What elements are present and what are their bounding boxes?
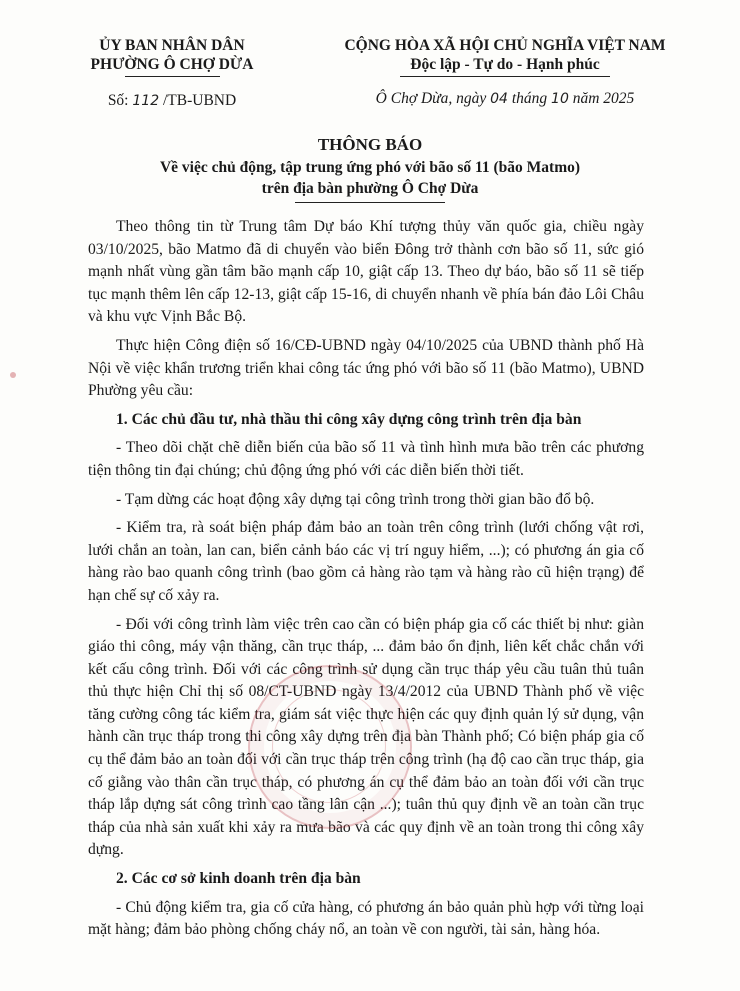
- motto-line: Độc lập - Tự do - Hạnh phúc: [410, 56, 600, 73]
- country-name: CỘNG HÒA XÃ HỘI CHỦ NGHĨA VIỆT NAM: [344, 37, 666, 54]
- date-suffix: năm 2025: [568, 90, 635, 107]
- margin-ink-mark: [10, 372, 16, 378]
- date-month: 10: [551, 91, 569, 107]
- document-number: [62, 92, 282, 110]
- doc-number-handwritten: 112: [132, 93, 160, 109]
- title-main: THÔNG BÁO: [317, 135, 423, 154]
- document-date: [300, 90, 710, 108]
- ward-name: PHƯỜNG Ô CHỢ DỪA: [90, 56, 254, 73]
- paragraph-suspend: - Tạm dừng các hoạt động xây dựng tại công trình trong thời gian bão đổ bộ.: [116, 490, 595, 508]
- date-prefix: Ô Chợ Dừa, ngày: [375, 90, 491, 107]
- doc-number-suffix: /TB-UBND: [162, 92, 237, 109]
- doc-number-prefix: Số:: [107, 92, 129, 109]
- authority-underline: [125, 76, 220, 77]
- authority-name: ỦY BAN NHÂN DÂN: [99, 37, 245, 54]
- document-title: [0, 133, 740, 203]
- section-heading-2: 2. Các cơ sở kinh doanh trên địa bàn: [116, 870, 361, 888]
- issuing-authority: [62, 36, 282, 77]
- document-header: [0, 30, 740, 150]
- paragraph-background: Theo thông tin từ Trung tâm Dự báo Khí tượng thủy văn quốc gia, chiều ngày 03/10/2025, bão Matmo đã di chuyển vào biển Đông trở thành cơn bão số 11, sức gió mạnh nhất vùng gần tâm bão mạnh cấp 10, giật cấp 13. Theo dự báo, bão số 11 sẽ tiếp tục mạnh thêm lên cấp 12-13, giật cấp 15-16, di chuyển nhanh về phía bán đảo Lôi Châu và khu vực Vịnh Bắc Bộ.: [88, 218, 644, 326]
- paragraph-tower-crane: - Đối với công trình làm việc trên cao cần có biện pháp gia cố các thiết bị như: giàn giáo thi công, máy vận thăng, cần trục tháp, ... đảm bảo ổn định, liên kết chắc chắn với kết cấu công trình. Đối với các công trình sử dụng cần trục tháp yêu cầu tuân thủ tuân thủ thực hiện Chỉ thị số 08/CT-UBND ngày 13/4/2012 của UBND Thành phố về việc tăng cường công tác kiểm tra, giám sát việc thực hiện các quy định quản lý sử dụng, vận hành cần trục tháp trong thi công xây dựng trên địa bàn Thành phố; Có biện pháp gia cố cụ thể đảm bảo an toàn đối với cần trục tháp trên công trình (hạ độ cao cần trục tháp, gia cố giằng vào thân cần trục tháp, có phương án cụ thể đảm bảo an toàn đối với cần trục tháp lắp dựng sát công trình cao tầng lân cận ...); tuân thủ quy định về an toàn cần trục tháp của nhà sản xuất khi xảy ra mưa bão và các quy định về an toàn trong thi công xây dựng.: [88, 615, 644, 859]
- date-day: 04: [490, 91, 508, 107]
- paragraph-monitor: - Theo dõi chặt chẽ diễn biến của bão số 11 và tình hình mưa bão trên các phương tiện thông tin đại chúng; chủ động ứng phó với các diễn biến thời tiết.: [88, 439, 644, 479]
- document-body: [88, 216, 644, 948]
- title-underline: [295, 202, 445, 203]
- paragraph-safety-check: - Kiểm tra, rà soát biện pháp đảm bảo an toàn trên công trình (lưới chống vật rơi, lưới chắn an toàn, lan can, biển cảnh báo các vị trí nguy hiểm, ...); có phương án gia cố hàng rào bao quanh công trình (bao gồm cả hàng rào tạm và hàng rào cũ hiện trạng) để hạn chế sự cố xảy ra.: [88, 519, 644, 604]
- title-sub-2: trên địa bàn phường Ô Chợ Dừa: [261, 180, 479, 197]
- national-motto: [300, 36, 710, 77]
- section-heading-1: 1. Các chủ đầu tư, nhà thầu thi công xây dựng công trình trên địa bàn: [116, 410, 582, 428]
- paragraph-directive: Thực hiện Công điện số 16/CĐ-UBND ngày 04/10/2025 của UBND thành phố Hà Nội về việc khẩn trương triển khai công tác ứng phó với bão số 11 (bão Matmo), UBND Phường yêu cầu:: [88, 336, 644, 400]
- motto-underline: [400, 76, 610, 77]
- paragraph-businesses: - Chủ động kiểm tra, gia cố cửa hàng, có phương án bảo quản phù hợp với từng loại mặt hàng; đảm bảo phòng chống cháy nổ, an toàn về con người, tài sản, hàng hóa.: [88, 898, 644, 939]
- date-mid: tháng: [507, 90, 552, 107]
- title-sub-1: Về việc chủ động, tập trung ứng phó với bão số 11 (bão Matmo): [159, 159, 581, 176]
